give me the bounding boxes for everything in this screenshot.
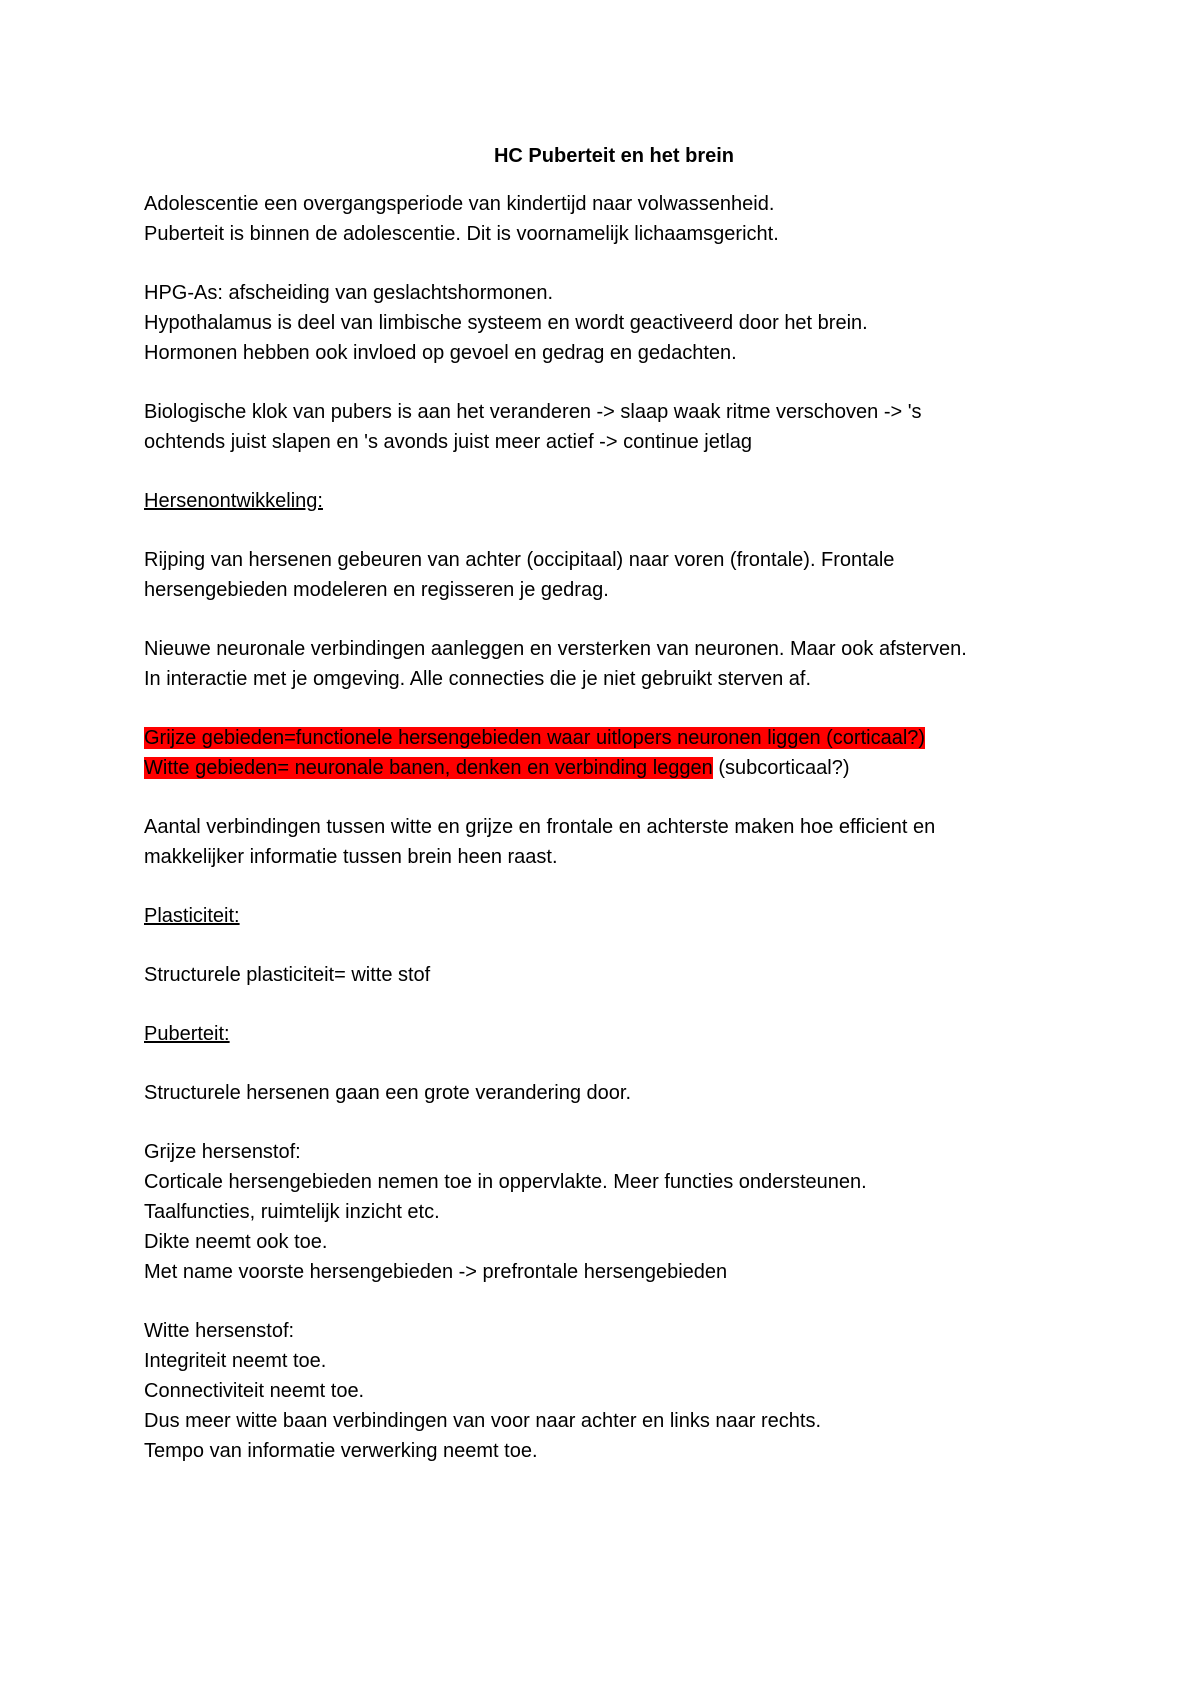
- paragraph-adolescentie: [144, 189, 1084, 249]
- text-line: Integriteit neemt toe.: [144, 1350, 327, 1372]
- text-line: Grijze hersenstof:: [144, 1141, 301, 1163]
- text-line: Corticale hersengebieden nemen toe in oppervlakte. Meer functies ondersteunen.: [144, 1171, 867, 1193]
- text-line: Adolescentie een overgangsperiode van kindertijd naar volwassenheid.: [144, 193, 775, 215]
- text-line: hersengebieden modeleren en regisseren je gedrag.: [144, 579, 609, 601]
- text-line: In interactie met je omgeving. Alle connecties die je niet gebruikt sterven af.: [144, 668, 812, 690]
- text-line: Dus meer witte baan verbindingen van voor naar achter en links naar rechts.: [144, 1410, 822, 1432]
- text-line: Hypothalamus is deel van limbische systeem en wordt geactiveerd door het brein.: [144, 312, 868, 334]
- text-line: Connectiviteit neemt toe.: [144, 1380, 365, 1402]
- paragraph-aantal-verbindingen: [144, 812, 1084, 872]
- paragraph-structurele-plasticiteit: [144, 960, 1084, 990]
- heading-hersenontwikkeling: Hersenontwikkeling:: [144, 490, 323, 512]
- document-title: HC Puberteit en het brein: [493, 145, 735, 167]
- paragraph-structurele-hersenen: [144, 1078, 1084, 1108]
- highlighted-line: [144, 753, 1084, 783]
- document-body: [144, 141, 1084, 1495]
- text-line: Structurele plasticiteit= witte stof: [144, 964, 431, 986]
- text-line: Dikte neemt ook toe.: [144, 1231, 328, 1253]
- text-line: HPG-As: afscheiding van geslachtshormonen.: [144, 282, 554, 304]
- heading-puberteit: Puberteit:: [144, 1023, 230, 1045]
- paragraph-witte-hersenstof: [144, 1316, 1084, 1466]
- text-line: Aantal verbindingen tussen witte en grijze en frontale en achterste maken hoe efficient en: [144, 816, 936, 838]
- paragraph-grijze-witte-gebieden: [144, 723, 1084, 783]
- text-line: ochtends juist slapen en 's avonds juist meer actief -> continue jetlag: [144, 431, 753, 453]
- text-line: Hormonen hebben ook invloed op gevoel en gedrag en gedachten.: [144, 342, 737, 364]
- highlight-witte-gebieden: Witte gebieden= neuronale banen, denken en verbinding leggen: [144, 757, 713, 779]
- paragraph-hpg-as: [144, 278, 1084, 368]
- text-line: Taalfuncties, ruimtelijk inzicht etc.: [144, 1201, 440, 1223]
- highlight-grijze-gebieden: Grijze gebieden=functionele hersengebieden waar uitlopers neuronen liggen (corticaal?): [144, 727, 926, 749]
- text-line: Rijping van hersenen gebeuren van achter (occipitaal) naar voren (frontale). Frontale: [144, 549, 895, 571]
- text-subcorticaal: (subcorticaal?): [712, 757, 850, 779]
- text-line: Puberteit is binnen de adolescentie. Dit is voornamelijk lichaamsgericht.: [144, 223, 779, 245]
- text-line: Structurele hersenen gaan een grote verandering door.: [144, 1082, 632, 1104]
- paragraph-neuronale-verbindingen: [144, 634, 1084, 694]
- text-line: makkelijker informatie tussen brein heen raast.: [144, 846, 558, 868]
- text-line: Nieuwe neuronale verbindingen aanleggen en versterken van neuronen. Maar ook afsterven.: [144, 638, 967, 660]
- text-line: Tempo van informatie verwerking neemt toe.: [144, 1440, 538, 1462]
- paragraph-grijze-hersenstof: [144, 1137, 1084, 1287]
- heading-plasticiteit: Plasticiteit:: [144, 905, 240, 927]
- text-line: Met name voorste hersengebieden -> prefrontale hersengebieden: [144, 1261, 728, 1283]
- paragraph-biologische-klok: [144, 397, 1084, 457]
- paragraph-rijping: [144, 545, 1084, 605]
- text-line: Witte hersenstof:: [144, 1320, 295, 1342]
- text-line: Biologische klok van pubers is aan het veranderen -> slaap waak ritme verschoven -> 's: [144, 401, 922, 423]
- highlighted-line: [144, 723, 1084, 753]
